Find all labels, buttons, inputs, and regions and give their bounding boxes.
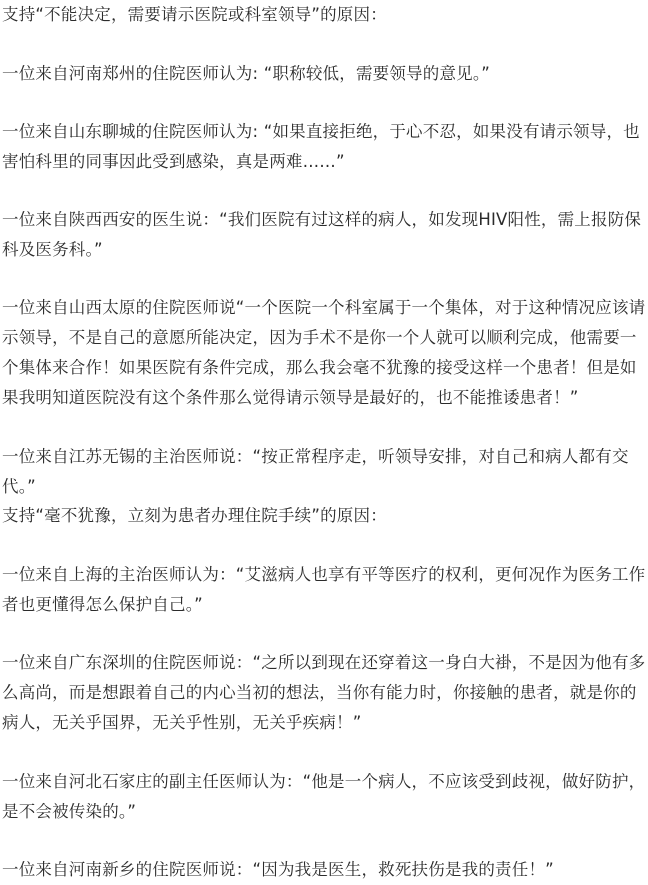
quote-paragraph: 一位来自广东深圳的住院医师说：“之所以到现在还穿着这一身白大褂，不是因为他有多么高尚，而是想跟着自己的内心当初的想法，当你有能力时，你接触的患者，就是你的病人，无关乎国界，无关乎性别，无关乎疾病！” [2,653,646,732]
quote-paragraph: 一位来自河北石家庄的副主任医师认为：“他是一个病人，不应该受到歧视，做好防护，是不会被传染的。” [2,772,646,821]
quote-paragraph: 一位来自河南郑州的住院医师认为: “职称较低，需要领导的意见。” [2,64,491,83]
quote-paragraph: 一位来自河南新乡的住院医师说：“因为我是医生，救死扶伤是我的责任！” [2,860,554,879]
quote-paragraph: 一位来自江苏无锡的主治医师说：“按正常程序走，听领导安排，对自己和病人都有交代。” [2,447,629,496]
quote-paragraph: 一位来自山东聊城的住院医师认为: “如果直接拒绝，于心不忍，如果没有请示领导，也害怕科里的同事因此受到感染，真是两难……” [2,122,640,171]
quote-paragraph: 一位来自陕西西安的医生说：“我们医院有过这样的病人，如发现HIV阳性，需上报防保科及医务科。” [2,210,642,259]
quote-paragraph: 一位来自山西太原的住院医师说“一个医院一个科室属于一个集体，对于这种情况应该请示领导，不是自己的意愿所能决定，因为手术不是你一个人就可以顺利完成，他需要一个集体来合作！如果医院有条件完成，那么我会毫不犹豫的接受这样一个患者！但是如果我明知道医院没有这个条件那么觉得请示领导是最好的，也不能推诿患者！” [2,298,646,407]
quote-paragraph: 一位来自上海的主治医师认为：“艾滋病人也享有平等医疗的权利，更何况作为医务工作者也更懂得怎么保护自己。” [2,565,646,614]
section-heading-cannot-decide: 支持“不能决定，需要请示医院或科室领导”的原因： [2,5,387,24]
section-heading-admit-immediately: 支持“毫不犹豫，立刻为患者办理住院手续”的原因： [2,506,387,525]
